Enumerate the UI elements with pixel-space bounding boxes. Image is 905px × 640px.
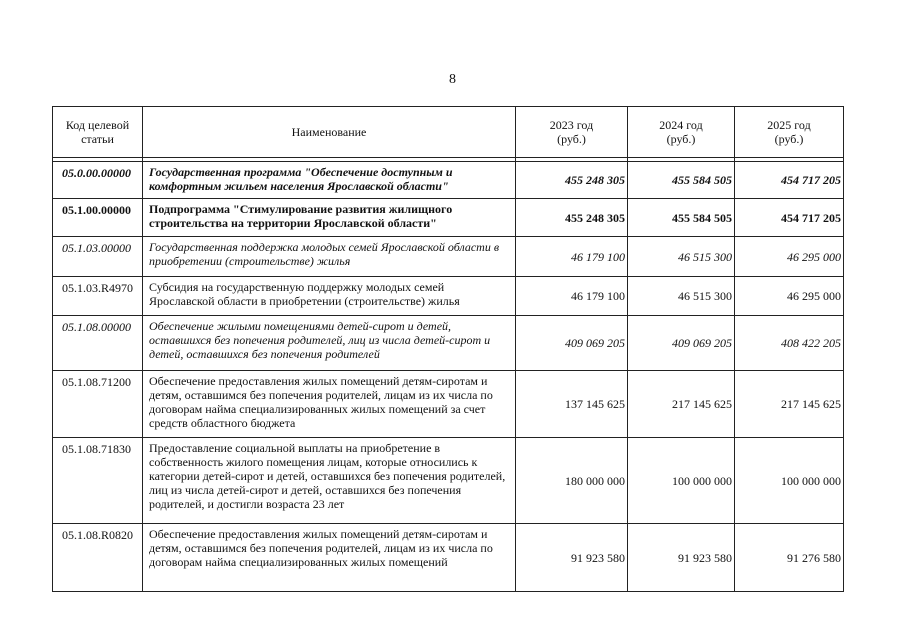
- header-2023: 2023 год (руб.): [516, 107, 628, 158]
- table-row: [53, 277, 844, 316]
- row-code: 05.1.08.71830: [53, 438, 143, 524]
- row-name: Обеспечение жилыми помещениями детей-сирот и детей, оставшихся без попечения родителей, лиц из числа детей-сирот и детей, оставшихся без попечения родителей: [143, 316, 516, 371]
- row-value-2023: 137 145 625: [516, 371, 628, 438]
- row-value-2025: 408 422 205: [735, 316, 844, 371]
- header-2025: 2025 год (руб.): [735, 107, 844, 158]
- row-value-2025: 100 000 000: [735, 438, 844, 524]
- row-value-2024: 217 145 625: [628, 371, 735, 438]
- row-value-2023: 409 069 205: [516, 316, 628, 371]
- table-row: [53, 438, 844, 524]
- table-row: [53, 524, 844, 592]
- row-code: 05.1.03.R4970: [53, 277, 143, 316]
- row-value-2025: 46 295 000: [735, 277, 844, 316]
- row-name: Субсидия на государственную поддержку молодых семей Ярославской области в приобретении (строительстве) жилья: [143, 277, 516, 316]
- row-value-2023: 91 923 580: [516, 524, 628, 592]
- header-name: Наименование: [143, 107, 516, 158]
- row-value-2024: 455 584 505: [628, 199, 735, 237]
- table-header-row: [53, 107, 844, 158]
- row-code: 05.1.00.00000: [53, 199, 143, 237]
- table-row: [53, 371, 844, 438]
- row-name: Подпрограмма "Стимулирование развития жилищного строительства на территории Ярославской области": [143, 199, 516, 237]
- table-row: [53, 237, 844, 277]
- row-value-2025: 46 295 000: [735, 237, 844, 277]
- row-value-2023: 455 248 305: [516, 199, 628, 237]
- row-value-2024: 91 923 580: [628, 524, 735, 592]
- row-name: Государственная программа "Обеспечение доступным и комфортным жильем населения Ярославской области": [143, 162, 516, 199]
- row-value-2023: 46 179 100: [516, 277, 628, 316]
- row-value-2024: 455 584 505: [628, 162, 735, 199]
- row-value-2024: 46 515 300: [628, 237, 735, 277]
- row-name: Обеспечение предоставления жилых помещений детям-сиротам и детям, оставшимся без попечения родителей, лицам из их числа по договорам найма специализированных жилых помещений: [143, 524, 516, 592]
- table-row: [53, 162, 844, 199]
- row-value-2025: 454 717 205: [735, 199, 844, 237]
- row-value-2024: 100 000 000: [628, 438, 735, 524]
- row-value-2023: 46 179 100: [516, 237, 628, 277]
- header-2024: 2024 год (руб.): [628, 107, 735, 158]
- row-name: Обеспечение предоставления жилых помещений детям-сиротам и детям, оставшимся без попечения родителей, лицам из их числа по договорам найма специализированных жилых помещений за счет средств областного бюджета: [143, 371, 516, 438]
- header-code: Код целевой статьи: [53, 107, 143, 158]
- table-row: [53, 316, 844, 371]
- row-code: 05.1.03.00000: [53, 237, 143, 277]
- row-value-2023: 180 000 000: [516, 438, 628, 524]
- row-code: 05.1.08.00000: [53, 316, 143, 371]
- row-code: 05.0.00.00000: [53, 162, 143, 199]
- row-code: 05.1.08.R0820: [53, 524, 143, 592]
- row-value-2024: 46 515 300: [628, 277, 735, 316]
- table-row: [53, 199, 844, 237]
- row-value-2024: 409 069 205: [628, 316, 735, 371]
- page-number: 8: [449, 72, 456, 87]
- row-name: Предоставление социальной выплаты на приобретение в собственность жилого помещения лицам, которые относились к категории детей-сирот и детей, оставшихся без попечения родителей, лиц из числа детей-сирот и детей, оставшихся без попечения родителей, и достигли возраста 23 лет: [143, 438, 516, 524]
- row-name: Государственная поддержка молодых семей Ярославской области в приобретении (строительстве) жилья: [143, 237, 516, 277]
- row-value-2023: 455 248 305: [516, 162, 628, 199]
- row-value-2025: 91 276 580: [735, 524, 844, 592]
- row-code: 05.1.08.71200: [53, 371, 143, 438]
- budget-table: [52, 106, 844, 592]
- row-value-2025: 454 717 205: [735, 162, 844, 199]
- row-value-2025: 217 145 625: [735, 371, 844, 438]
